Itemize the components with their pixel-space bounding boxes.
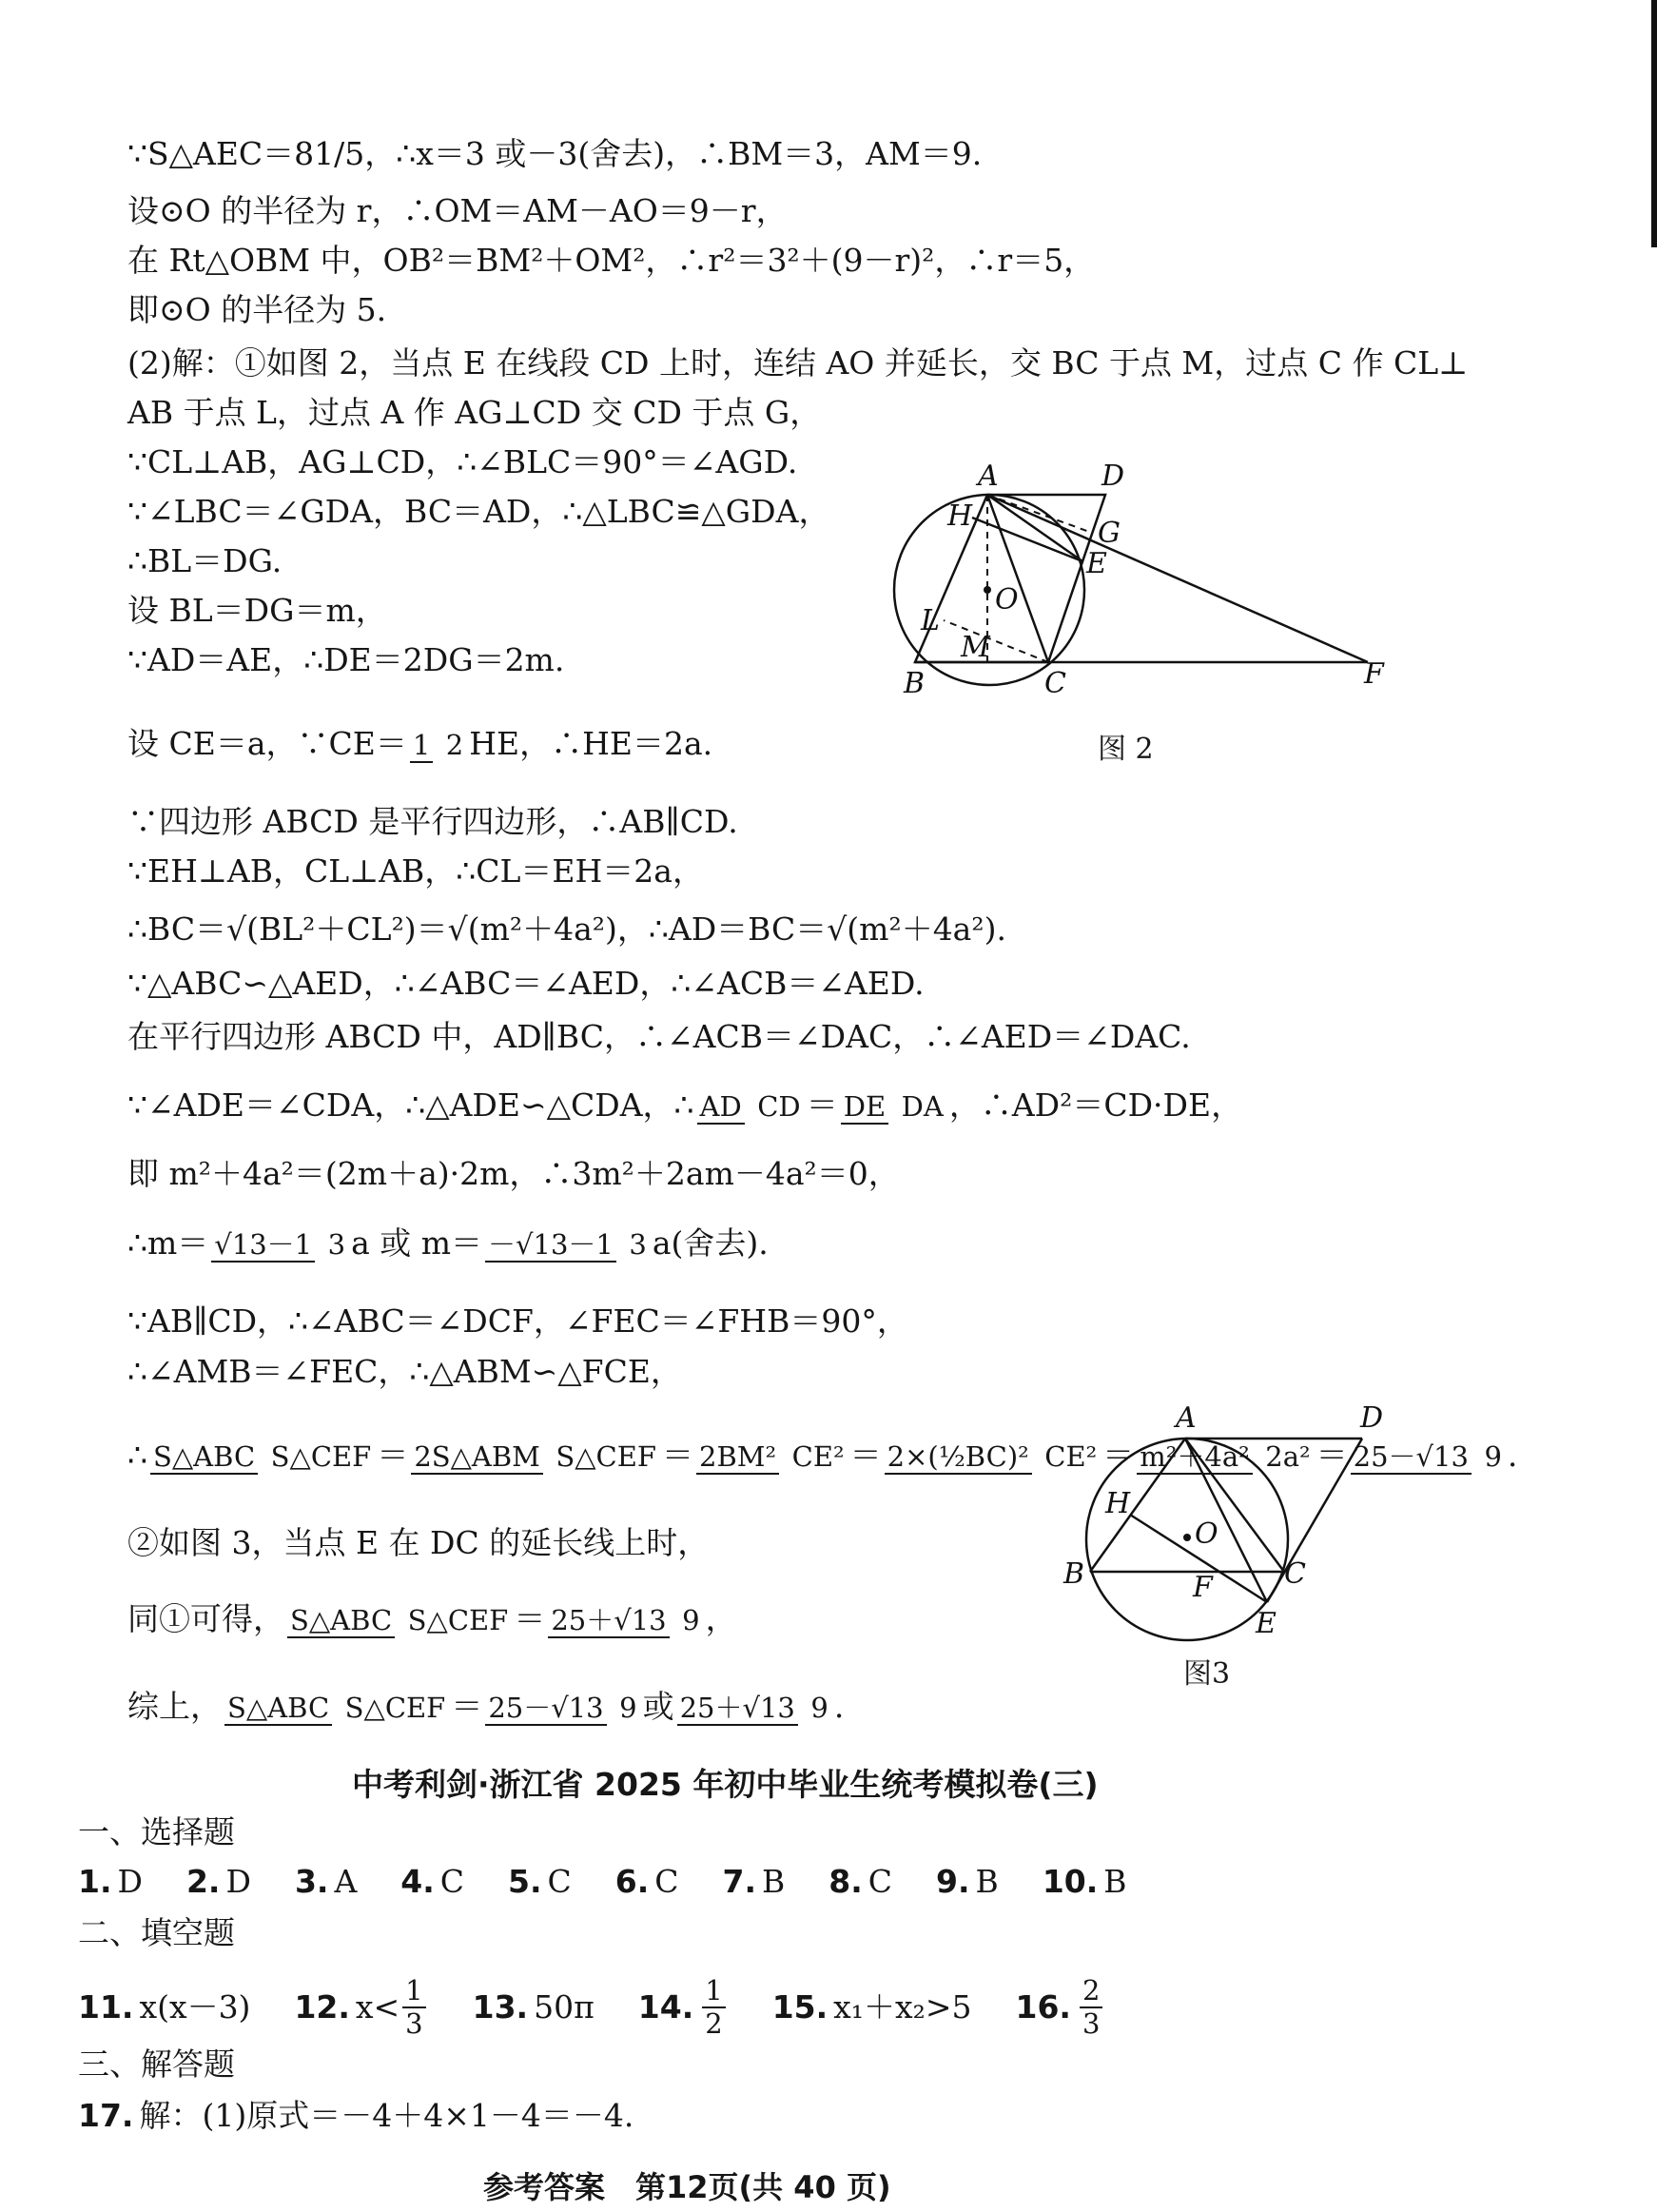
page-footer: 参考答案 第12页(共 40 页) — [483, 2169, 891, 2205]
fraction-2bm2 — [696, 1435, 848, 1477]
line-3-text: 在 Rt△OBM 中，OB²＝BM²＋OM²，∴r²＝3²＋(9－r)²，∴r＝5， — [127, 242, 1096, 279]
fraction-area-ratio — [224, 1686, 448, 1728]
fraction-denominator: 9 — [619, 1692, 637, 1724]
line-20-text-a: ∴m＝ — [127, 1224, 209, 1262]
label-d: D — [1360, 1401, 1384, 1435]
line-14 — [127, 851, 704, 892]
choice-answers-row — [78, 1861, 1171, 1903]
fraction-numerator: m²＋4a² — [1137, 1440, 1253, 1475]
answer-value: C — [439, 1863, 465, 1900]
answer-number: 14. — [637, 1988, 694, 2026]
line-20-text-b: a 或 m＝ — [351, 1224, 483, 1262]
question-17 — [78, 2095, 634, 2137]
segment-de — [1267, 1439, 1362, 1602]
line-10-text: 设 BL＝DG＝m， — [127, 592, 387, 629]
fraction-numerator: 25＋√13 — [677, 1692, 798, 1726]
answer-value — [699, 1975, 728, 2040]
segment-ac — [1185, 1439, 1284, 1572]
label-m: M — [961, 631, 990, 664]
line-18-text-b: ，∴AD²＝CD·DE， — [948, 1086, 1243, 1124]
fraction-area-ratio — [150, 1435, 374, 1477]
fill-answers-row — [78, 1975, 1149, 2040]
line-14-text: ∵EH⊥AB，CL⊥AB，∴CL＝EH＝2a， — [127, 852, 704, 890]
fraction-numerator: 1 — [402, 1975, 425, 2008]
line-26-text-a: 综上， — [127, 1688, 222, 1725]
line-18-text-a: ∵∠ADE＝∠CDA，∴△ADE∽△CDA，∴ — [127, 1086, 694, 1124]
line-15 — [127, 909, 1006, 950]
section-choice-heading: 一、选择题 — [78, 1813, 235, 1850]
fraction-numerator: 2S△ABM — [411, 1440, 543, 1475]
label-c: C — [1044, 667, 1066, 700]
fraction-numerator: 25－√13 — [1351, 1440, 1472, 1475]
fraction-denominator: DA — [901, 1090, 944, 1123]
line-13-text: ∵四边形 ABCD 是平行四边形，∴AB∥CD. — [127, 803, 738, 840]
answer-value: D — [225, 1863, 251, 1900]
label-o: O — [995, 583, 1019, 617]
segment-ab — [1090, 1439, 1185, 1572]
fraction-one-third — [402, 1975, 425, 2040]
fraction-numerator: 2BM² — [696, 1440, 779, 1475]
figure-3-caption: 图3 — [1183, 1657, 1231, 1691]
label-h: H — [947, 499, 973, 533]
fraction-denominator: 3 — [327, 1228, 346, 1261]
line-21 — [127, 1301, 908, 1342]
answer-number: 2. — [185, 1863, 221, 1900]
fraction-area-ratio — [287, 1598, 511, 1640]
answer-number: 7. — [722, 1863, 757, 1900]
center-point-o — [984, 586, 991, 594]
answer-number: 10. — [1042, 1863, 1099, 1900]
line-17-text: 在平行四边形 ABCD 中，AD∥BC，∴∠ACB＝∠DAC，∴∠AED＝∠DAC. — [127, 1018, 1191, 1055]
label-g: G — [1098, 517, 1121, 550]
answer-value: 50π — [534, 1988, 595, 2026]
segment-af — [987, 495, 1368, 662]
answer-value: C — [547, 1863, 572, 1900]
answer-value — [356, 1975, 429, 2040]
line-7-text: ∵CL⊥AB，AG⊥CD，∴∠BLC＝90°＝∠AGD. — [127, 443, 798, 480]
fraction-result-plus — [677, 1686, 831, 1728]
equals-sign: ＝ — [1316, 1437, 1348, 1474]
answer-number: 6. — [614, 1863, 650, 1900]
answer-number: 12. — [294, 1988, 350, 2026]
label-e: E — [1256, 1607, 1277, 1640]
answer-value: D — [117, 1863, 143, 1900]
line-1 — [127, 133, 982, 175]
answer-number: 4. — [400, 1863, 435, 1900]
fraction-numerator: 25＋√13 — [548, 1604, 669, 1638]
line-8 — [127, 491, 829, 533]
answer-number: 9. — [936, 1863, 970, 1900]
answer-number: 17. — [78, 2097, 134, 2134]
line-12-text-a: 设 CE＝a，∵CE＝ — [127, 725, 407, 762]
answer-number: 1. — [78, 1863, 112, 1900]
label-d: D — [1101, 460, 1125, 493]
line-7 — [127, 441, 797, 483]
fraction-denominator: 2 — [705, 2007, 723, 2040]
equals-sign: ＝ — [1102, 1437, 1135, 1474]
fraction-numerator: 2×(½BC)² — [885, 1440, 1032, 1475]
equals-sign: ＝ — [377, 1437, 409, 1474]
period: . — [1507, 1437, 1518, 1474]
fraction-m-root-positive — [211, 1223, 348, 1264]
fraction-one-half — [410, 723, 466, 765]
fraction-denominator: CE² — [791, 1440, 845, 1473]
line-20 — [127, 1223, 769, 1264]
answer-number: 5. — [508, 1863, 542, 1900]
line-19 — [127, 1153, 900, 1195]
fraction-m-root-negative — [485, 1223, 650, 1264]
figure-2-diagram — [875, 457, 1408, 761]
center-point-o — [1183, 1534, 1191, 1541]
answer-value — [1077, 1975, 1105, 2040]
fraction-numerator: －√13－1 — [485, 1228, 616, 1263]
fraction-denominator: S△CEF — [556, 1440, 657, 1473]
segment-ac — [987, 495, 1048, 662]
label-l: L — [921, 604, 940, 637]
equals-sign: ＝ — [451, 1688, 483, 1725]
fraction-result-minus — [485, 1686, 639, 1728]
line-22-text: ∴∠AMB＝∠FEC，∴△ABM∽△FCE， — [127, 1353, 682, 1390]
fraction-denominator: 9 — [1484, 1440, 1502, 1473]
fraction-denominator: 9 — [682, 1604, 700, 1636]
answer-value: C — [654, 1863, 679, 1900]
comma: ， — [705, 1600, 737, 1637]
fraction-numerator: S△ABC — [224, 1692, 332, 1726]
line-25 — [127, 1598, 737, 1640]
label-o: O — [1195, 1517, 1218, 1551]
answer-number: 16. — [1015, 1988, 1071, 2026]
fraction-denominator: 3 — [1082, 2007, 1101, 2040]
label-b: B — [904, 667, 926, 700]
answer-value: B — [1103, 1863, 1127, 1900]
figure-3-diagram — [1046, 1389, 1427, 1646]
line-2 — [127, 190, 788, 232]
fraction-denominator: CD — [757, 1090, 801, 1123]
answer-value-text: x< — [355, 1988, 400, 2026]
fraction-numerator: 1 — [410, 729, 433, 763]
answer-number: 3. — [294, 1863, 329, 1900]
fraction-numerator: √13－1 — [211, 1228, 315, 1263]
fraction-denominator: CE² — [1044, 1440, 1098, 1473]
parallelogram-abcd — [915, 495, 1105, 662]
fraction-numerator: S△ABC — [287, 1604, 395, 1638]
figure-2-caption: 图 2 — [1098, 733, 1154, 766]
equals-sign: ＝ — [514, 1600, 546, 1637]
section-fill-heading: 二、填空题 — [78, 1914, 235, 1951]
line-6-text: AB 于点 L，过点 A 作 AG⊥CD 交 CD 于点 G， — [127, 394, 822, 431]
fraction-one-half — [702, 1975, 725, 2040]
label-b: B — [1063, 1557, 1085, 1591]
line-15-text: ∴BC＝√(BL²＋CL²)＝√(m²＋4a²)，∴AD＝BC＝√(m²＋4a²). — [127, 910, 1006, 948]
line-3 — [127, 240, 1095, 282]
line-11 — [127, 639, 564, 681]
fraction-numerator: AD — [697, 1090, 745, 1125]
answer-value: B — [762, 1863, 786, 1900]
label-f: F — [1193, 1571, 1213, 1604]
line-11-text: ∵AD＝AE，∴DE＝2DG＝2m. — [127, 641, 565, 678]
line-19-text: 即 m²＋4a²＝(2m＋a)·2m，∴3m²＋2am－4a²＝0， — [127, 1155, 900, 1192]
line-21-text: ∵AB∥CD，∴∠ABC＝∠DCF，∠FEC＝∠FHB＝90°， — [127, 1302, 908, 1340]
fraction-denominator: 3 — [405, 2007, 423, 2040]
segment-ag-dashed — [987, 495, 1092, 533]
line-4-text: 即⊙O 的半径为 5. — [127, 291, 387, 328]
fraction-numerator: DE — [841, 1090, 888, 1125]
line-4 — [127, 289, 386, 331]
answer-number: 8. — [828, 1863, 863, 1900]
answer-number: 11. — [78, 1988, 134, 2026]
answer-number: 13. — [472, 1988, 529, 2026]
fraction-de-da — [841, 1085, 946, 1126]
equals-sign: ＝ — [806, 1086, 838, 1124]
line-12-text-b: HE，∴HE＝2a. — [469, 725, 713, 762]
line-6 — [127, 392, 821, 434]
label-a: A — [1176, 1401, 1197, 1435]
line-5-text: (2)解：①如图 2，当点 E 在线段 CD 上时，连结 AO 并延长，交 BC 于点 M，过点 C 作 CL⊥ — [127, 344, 1469, 382]
fraction-denominator: S△CEF — [270, 1440, 372, 1473]
fraction-numerator: 1 — [702, 1975, 725, 2008]
fraction-denominator: S△CEF — [407, 1604, 509, 1636]
equals-sign: ＝ — [849, 1437, 882, 1474]
label-f: F — [1364, 657, 1384, 691]
answer-value: x(x－3) — [139, 1988, 251, 2026]
line-17 — [127, 1016, 1191, 1058]
fraction-denominator: 2a² — [1265, 1440, 1311, 1473]
line-2-text: 设⊙O 的半径为 r，∴OM＝AM－AO＝9－r， — [127, 192, 788, 229]
label-a: A — [978, 460, 999, 493]
line-26 — [127, 1686, 844, 1728]
or-word: 或 — [642, 1688, 674, 1725]
line-8-text: ∵∠LBC＝∠GDA，BC＝AD，∴△LBC≌△GDA， — [127, 493, 830, 530]
line-20-text-c: a(舍去). — [652, 1224, 769, 1262]
line-16 — [127, 963, 925, 1005]
line-24 — [127, 1522, 709, 1564]
line-18 — [127, 1085, 1242, 1126]
answer-value: B — [975, 1863, 999, 1900]
fraction-two-thirds — [1080, 1975, 1102, 2040]
line-9 — [127, 540, 282, 582]
fraction-denominator: 3 — [629, 1228, 647, 1261]
line-12 — [127, 723, 712, 765]
fraction-denominator: S△CEF — [344, 1692, 446, 1724]
fraction-numerator: S△ABC — [150, 1440, 258, 1475]
fraction-denominator: 2 — [445, 729, 464, 761]
page-edge-binding — [1651, 0, 1657, 247]
equals-sign: ＝ — [662, 1437, 694, 1474]
line-9-text: ∴BL＝DG. — [127, 542, 283, 579]
fraction-ad-cd — [697, 1085, 804, 1126]
line-5 — [127, 343, 1468, 384]
line-16-text: ∵△ABC∽△AED，∴∠ABC＝∠AED，∴∠ACB＝∠AED. — [127, 965, 925, 1002]
line-22 — [127, 1351, 682, 1393]
fraction-2s-abm — [411, 1435, 659, 1477]
line-1-text: ∵S△AEC＝81/5，∴x＝3 或－3(舍去)，∴BM＝3，AM＝9. — [127, 135, 983, 172]
answer-value: A — [334, 1863, 358, 1900]
fraction-numerator: 2 — [1080, 1975, 1102, 2008]
line-25-text-a: 同①可得， — [127, 1600, 284, 1637]
segment-cl-dashed — [944, 620, 1048, 662]
answer-value: C — [867, 1863, 893, 1900]
fraction-numerator: 25－√13 — [485, 1692, 606, 1726]
label-e: E — [1086, 547, 1107, 580]
fraction-result-plus — [548, 1598, 702, 1640]
answer-number: 15. — [771, 1988, 828, 2026]
line-10 — [127, 590, 387, 632]
line-13 — [127, 801, 738, 843]
answer-value: x₁＋x₂>5 — [833, 1988, 972, 2026]
fraction-denominator: 9 — [810, 1692, 828, 1724]
section-solution-heading: 三、解答题 — [78, 2046, 235, 2083]
exam-title: 中考利剑·浙江省 2025 年初中毕业生统考模拟卷(三) — [352, 1766, 1099, 1803]
line-24-text: ②如图 3，当点 E 在 DC 的延长线上时， — [127, 1524, 710, 1561]
therefore-sign: ∴ — [127, 1437, 147, 1474]
question-17-text: 解：(1)原式＝－4＋4×1－4＝－4. — [139, 2097, 634, 2134]
period: . — [833, 1688, 845, 1725]
label-h: H — [1105, 1487, 1131, 1520]
label-c: C — [1284, 1557, 1306, 1591]
